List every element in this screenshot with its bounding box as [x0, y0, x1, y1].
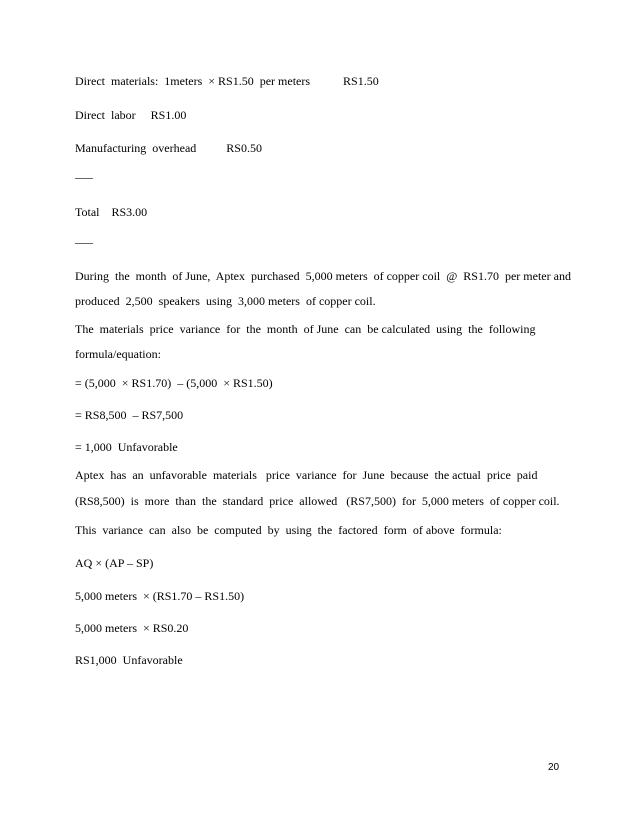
paragraph-line: During the month of June, Aptex purchased 5,000 meters of copper coil @ RS1.70 per meter and — [75, 269, 571, 283]
paragraph-line: This variance can also be computed by using the factored form of above formula: — [75, 523, 502, 537]
separator-line: ___ — [75, 231, 93, 245]
equation-line: = RS8,500 – RS7,500 — [75, 408, 184, 422]
paragraph-line: (RS8,500) is more than the standard price allowed (RS7,500) for 5,000 meters of copper coil. — [75, 494, 560, 508]
separator-line: ___ — [75, 166, 93, 180]
paragraph-line: Aptex has an unfavorable materials price variance for June because the actual price paid — [75, 468, 538, 482]
equation-line: = (5,000 × RS1.70) – (5,000 × RS1.50) — [75, 376, 273, 390]
formula-line: RS1,000 Unfavorable — [75, 653, 183, 667]
direct-labor-line: Direct labor RS1.00 — [75, 108, 187, 122]
manufacturing-overhead-line: Manufacturing overhead RS0.50 — [75, 141, 262, 155]
paragraph-line: The materials price variance for the month of June can be calculated using the following — [75, 322, 536, 336]
paragraph-line: produced 2,500 speakers using 3,000 meters of copper coil. — [75, 294, 376, 308]
paragraph-line: formula/equation: — [75, 347, 161, 361]
equation-line: = 1,000 Unfavorable — [75, 440, 178, 454]
page-number: 20 — [548, 762, 560, 773]
direct-materials-line: Direct materials: 1meters × RS1.50 per meters RS1.50 — [75, 74, 379, 88]
formula-line: 5,000 meters × (RS1.70 – RS1.50) — [75, 589, 245, 603]
total-line: Total RS3.00 — [75, 205, 148, 219]
formula-line: 5,000 meters × RS0.20 — [75, 621, 189, 635]
formula-line: AQ × (AP – SP) — [75, 556, 154, 570]
